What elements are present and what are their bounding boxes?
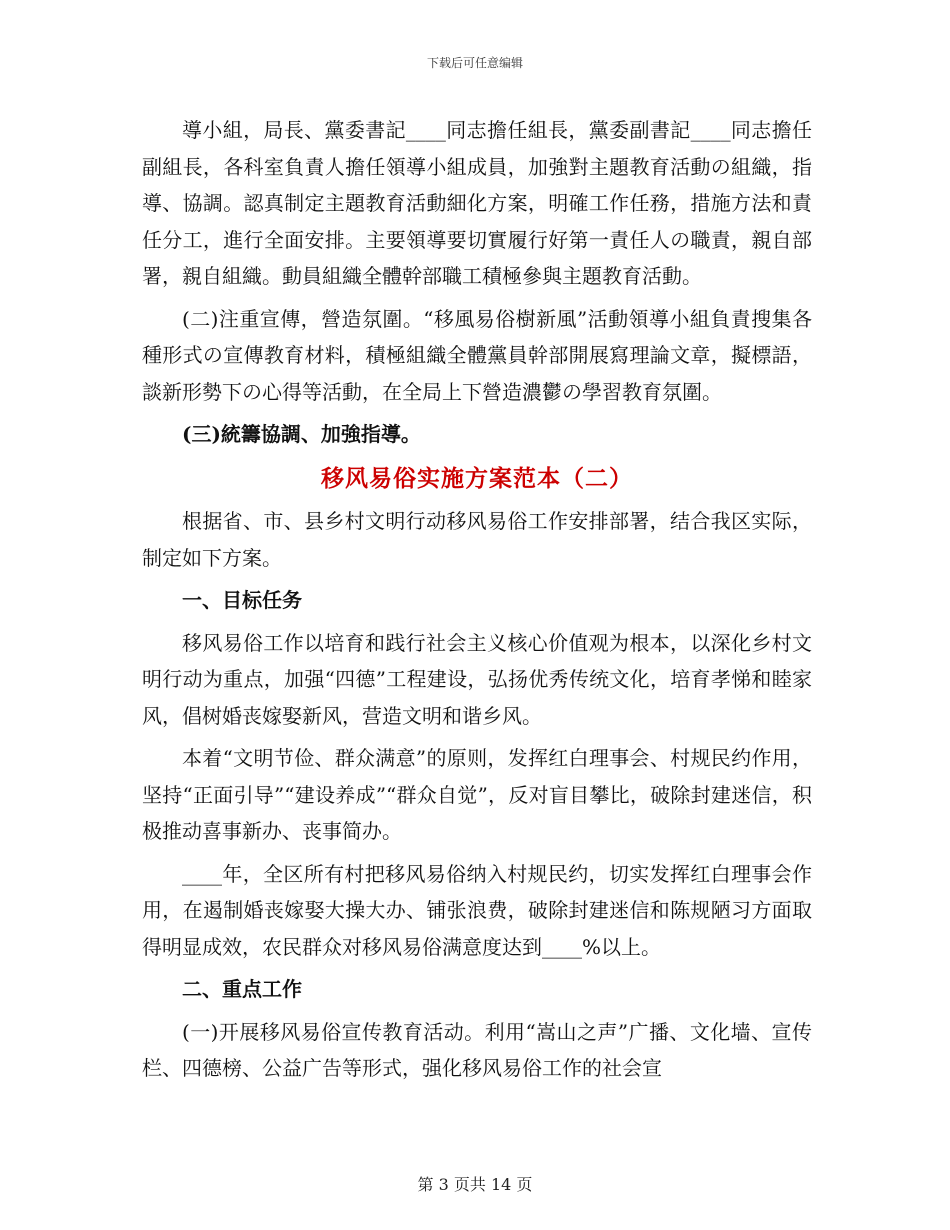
header-note: 下载后可任意编辑 [426, 56, 523, 70]
paragraph-goals: 移风易俗工作以培育和践行社会主义核心价值观为根本，以深化乡村文明行动为重点，加强“四德”工程建设，弘扬优秀传统文化，培育孝悌和睦家风，倡树婚丧嫁娶新风，营造文明和谐乡风。 [142, 630, 812, 728]
section-title: 移风易俗实施方案范本（二） [321, 464, 633, 492]
document-body [142, 112, 812, 1087]
paragraph-targets: ____年，全区所有村把移风易俗纳入村规民约，切实发挥红白理事会作用，在遏制婚丧嫁娶大操大办、铺张浪费，破除封建迷信和陈规陋习方面取得明显成效，农民群众对移风易俗满意度达到____%以上。 [142, 861, 812, 959]
paragraph-education: (一)开展移风易俗宣传教育活动。利用“嵩山之声”广播、文化墙、宣传栏、四德榜、公益广告等形式，强化移风易俗工作的社会宣 [142, 1019, 812, 1080]
paragraph-principles: 本着“文明节俭、群众满意”的原则，发挥红白理事会、村规民约作用，坚持“正面引导”“建设养成”“群众自觉”，反对盲目攀比，破除封建迷信，积极推动喜事新办、丧事简办。 [142, 746, 812, 843]
heading-key-work: 二、重点工作 [182, 977, 302, 1001]
page-number: 第 3 页共 14 页 [417, 1175, 533, 1194]
paragraph-leadership-group: 導小組，局長、黨委書記____同志擔任組長，黨委副書記____同志擔任副組長，各科室負責人擔任領導小組成員，加強對主題教育活動の組織，指導、協調。認真制定主題教育活動細化方案，明確工作任務，措施方法和責任分工，進行全面安排。主要領導要切實履行好第一責任人の職責，親自部署，親自組織。動員組織全體幹部職工積極參與主題教育活動。 [142, 118, 812, 288]
paragraph-publicity: (二)注重宣傳，營造氛圍。“移風易俗樹新風”活動領導小組負責搜集各種形式の宣傳教育材料，積極組織全體黨員幹部開展寫理論文章，擬標語，談新形勢下の心得等活動，在全局上下營造濃鬱の學習教育氛圍。 [142, 306, 812, 404]
paragraph-intro: 根据省、市、县乡村文明行动移风易俗工作安排部署，结合我区实际，制定如下方案。 [142, 509, 812, 570]
paragraph-coordination: (三)統籌協調、加強指導。 [182, 422, 421, 446]
heading-goals: 一、目标任务 [182, 588, 302, 612]
